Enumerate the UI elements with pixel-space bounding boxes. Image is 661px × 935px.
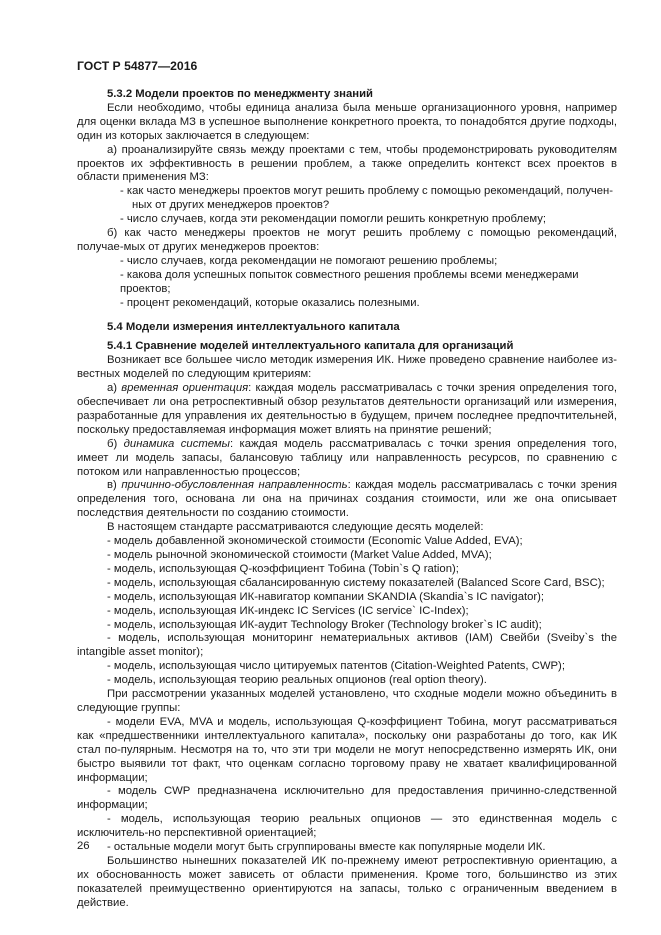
paragraph bbox=[77, 841, 617, 855]
paragraph bbox=[77, 605, 617, 619]
paragraph bbox=[77, 535, 617, 549]
paragraph bbox=[77, 354, 617, 382]
paragraph-text: - модель, использующая ИК-индекс IC Services (IC service` IC-Index); bbox=[107, 604, 469, 617]
paragraph-text: - какова доля успешных попыток совместного решения проблемы всеми менеджерами проектов; bbox=[120, 268, 579, 295]
paragraph bbox=[77, 674, 617, 688]
paragraph bbox=[77, 716, 617, 786]
paragraph-text: - как часто менеджеры проектов могут решить проблему с помощью рекомендаций, получен-ных от других менеджеров проектов? bbox=[120, 185, 614, 212]
paragraph bbox=[77, 785, 617, 813]
paragraph bbox=[77, 577, 617, 591]
paragraph-text: В настоящем стандарте рассматриваются следующие десять моделей: bbox=[107, 521, 484, 534]
paragraph-text: - модель, использующая сбалансированную систему показателей (Balanced Score Card, BSC); bbox=[107, 576, 605, 589]
emphasis-term: динамика системы bbox=[123, 437, 230, 450]
paragraph bbox=[77, 227, 617, 255]
paragraph-text: - модель, использующая ИК-навигатор компании SKANDIA (Skandia`s IC navigator); bbox=[107, 590, 545, 603]
paragraph bbox=[77, 297, 617, 311]
paragraph-lead: в) bbox=[107, 479, 122, 492]
paragraph-text: - модель, использующая теорию реальных опционов — это единственная модель с исключитель-но перспективной ориентацией; bbox=[77, 813, 617, 840]
paragraph bbox=[77, 213, 617, 227]
paragraph-text: : каждая модель рассматривалась с точки зрения определения того, обеспечивает ли она ретроспективный обзор результатов деятельности организаций или измерения, разработанные для управления их деятельностью в будущем, причем последнее предпочтительней, поскольку предоставляемая информация может влиять на принятие решений; bbox=[77, 382, 617, 436]
document-header: ГОСТ Р 54877—2016 bbox=[77, 59, 198, 73]
paragraph bbox=[77, 660, 617, 674]
paragraph bbox=[77, 102, 617, 144]
paragraph-text: При рассмотрении указанных моделей установлено, что сходные модели можно объединить в следующие группы: bbox=[77, 688, 617, 714]
paragraph bbox=[77, 185, 617, 213]
emphasis-term: временная ориентация bbox=[121, 382, 249, 395]
paragraph-text: 5.4 Модели измерения интеллектуального капитала bbox=[107, 320, 400, 333]
paragraph-lead: б) bbox=[107, 437, 124, 450]
paragraph-text: - модели EVA, MVA и модель, использующая Q-коэффициент Тобина, могут рассматриваться как «предшественники интеллектуального капитала», поскольку они разработаны до того, как ИК стал по-пулярным. Несмотря на то, что эти три модели не могут непосредственно измерять ИК, они быстро выявили тот факт, что оценкам согласно торговому праву не хватает квалифицированной информации; bbox=[77, 715, 617, 784]
paragraph-text: - модель рыночной экономической стоимости (Market Value Added, MVA); bbox=[107, 549, 492, 561]
paragraph bbox=[77, 549, 617, 563]
paragraph-text: - число случаев, когда эти рекомендации помогли решить конкретную проблему; bbox=[120, 213, 547, 226]
page-number: 26 bbox=[77, 840, 90, 852]
paragraph-text: 5.3.2 Модели проектов по менеджменту знаний bbox=[107, 88, 373, 100]
paragraph bbox=[77, 255, 617, 269]
paragraph-text: - модель CWP предназначена исключительно для предоставления причинно-следственной информации; bbox=[77, 785, 617, 812]
paragraph bbox=[77, 591, 617, 605]
paragraph bbox=[77, 269, 617, 297]
section-heading bbox=[77, 340, 617, 354]
paragraph bbox=[77, 563, 617, 577]
paragraph-text: - модель, использующая число цитируемых патентов (Citation-Weighted Patents, CWP); bbox=[107, 660, 565, 673]
paragraph bbox=[77, 688, 617, 716]
paragraph-text: - процент рекомендаций, которые оказались полезными. bbox=[120, 296, 420, 309]
paragraph-text: : каждая модель рассматривалась с точки зрения определения того, имеет ли модель запасы, балансовую таблицу или направленность ресурсов, по сравнению с потоком или направленностью процессов; bbox=[77, 437, 618, 478]
paragraph bbox=[77, 619, 617, 633]
paragraph bbox=[77, 632, 617, 660]
paragraph-text: - модель, использующая Q-коэффициент Тобина (Tobin`s Q ration); bbox=[107, 562, 459, 575]
paragraph bbox=[77, 438, 617, 480]
section-heading bbox=[77, 88, 617, 102]
paragraph-text: Большинство нынешних показателей ИК по-прежнему имеют ретроспективную ориентацию, а их обоснованность может зависеть от области применения. Кроме того, большинство из этих показателей преимущественно ориентируются на запасы, только с ограниченным введением в действие. bbox=[77, 854, 617, 909]
paragraph-text: - модель, использующая мониторинг нематериальных активов (IAM) Свейби (Sveiby`s the intangible asset monitor); bbox=[77, 632, 617, 659]
paragraph-text: 5.4.1 Сравнение моделей интеллектуального капитала для организаций bbox=[107, 340, 514, 353]
paragraph-text: : каждая модель рассматривалась с точки зрения определения того, основана ли она на причинах создания стоимости, или же она описывает последствия деятельности по созданию стоимости. bbox=[77, 479, 618, 520]
paragraph bbox=[77, 855, 617, 911]
document-body bbox=[77, 88, 617, 911]
paragraph-text: Возникает все большее число методик измерения ИК. Ниже проведено сравнение наиболее из-вестных моделей по следующим критериям: bbox=[77, 354, 617, 381]
paragraph-text: Если необходимо, чтобы единица анализа была меньше организационного уровня, например для оценки вклада МЗ в успешное выполнение конкретного проекта, то понадобятся другие подходы, один из которых заключается в следующем: bbox=[77, 101, 617, 142]
paragraph-text: - число случаев, когда рекомендации не помогают решению проблемы; bbox=[120, 254, 498, 267]
paragraph bbox=[77, 813, 617, 841]
section-heading bbox=[77, 321, 617, 335]
paragraph bbox=[77, 144, 617, 186]
paragraph bbox=[77, 382, 617, 438]
emphasis-term: причинно-обусловленная направленность bbox=[121, 479, 348, 492]
paragraph-lead: а) bbox=[107, 382, 122, 395]
paragraph bbox=[77, 521, 617, 535]
paragraph-text: - модель, использующая ИК-аудит Technology Broker (Technology broker`s IC audit); bbox=[107, 618, 542, 631]
paragraph-text: - модель, использующая теорию реальных опционов (real option theory). bbox=[107, 674, 487, 687]
paragraph-text: - остальные модели могут быть сгруппированы вместе как популярные модели ИК. bbox=[107, 841, 546, 854]
paragraph-text: б) как часто менеджеры проектов не могут решить проблему с помощью рекомендаций, получае-мых от других менеджеров проектов: bbox=[77, 227, 617, 253]
paragraph-text: - модель добавленной экономической стоимости (Economic Value Added, EVA); bbox=[107, 535, 523, 548]
paragraph bbox=[77, 479, 617, 521]
paragraph-text: а) проанализируйте связь между проектами с тем, чтобы продемонстрировать руководителям проектов их эффективность в решении проблем, а также определить контекст всех проектов в области применения МЗ: bbox=[77, 143, 617, 184]
